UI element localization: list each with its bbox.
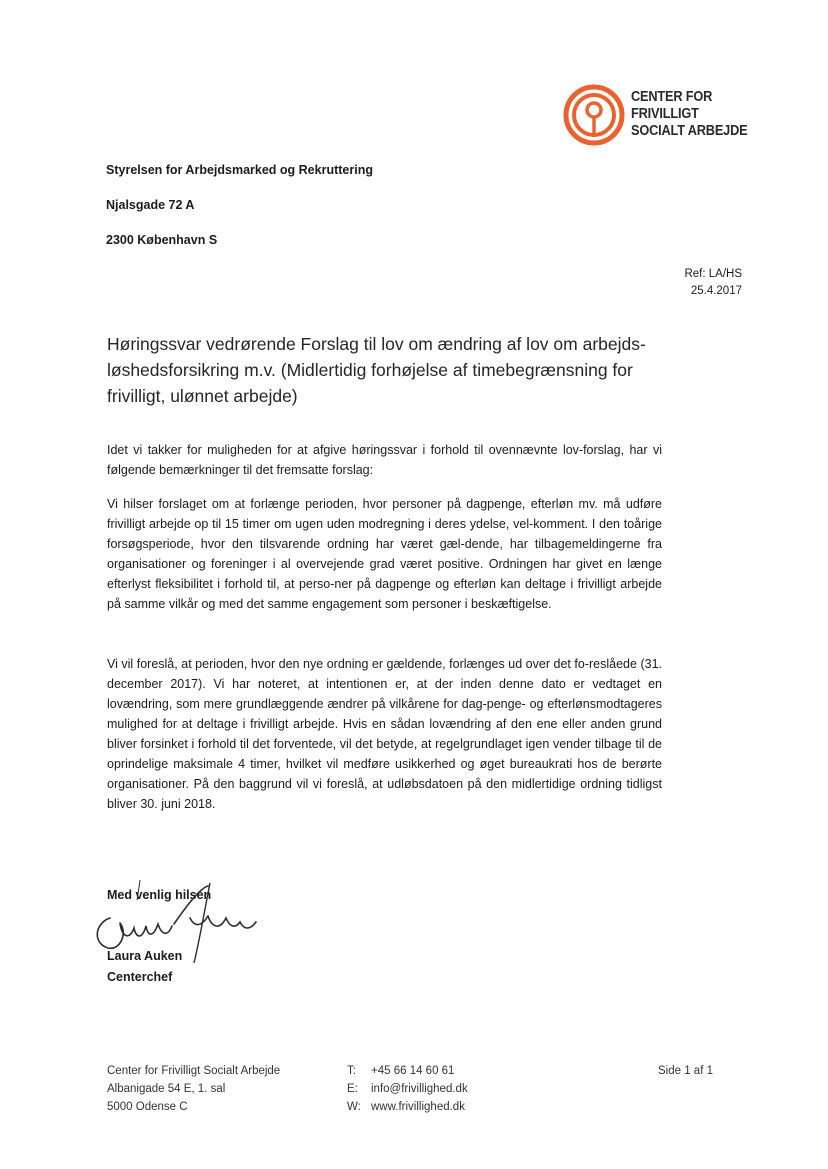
- logo-wordmark: [631, 89, 747, 140]
- body-paragraph-2: Vi hilser forslaget om at forlænge perioden, hvor personer på dagpenge, efterløn mv. må udføre frivilligt arbejde op til 15 timer om ugen uden modregning i deres ydelse, vel-komment. I den toårige forsøgsperiode, hvor den tilsvarende ordning har været gæl-dende, har tilbagemeldingerne fra organisationer og foreninger i al overvejende grad været positive. Ordningen har givet en længe efterlyst fleksibilitet i forhold til, at perso-ner på dagpenge og efterløn kan deltage i frivilligt arbejde på samme vilkår og med det samme engagement som personer i beskæftigelse.: [107, 497, 662, 611]
- footer-city: 5000 Odense C: [107, 1101, 188, 1113]
- recipient-name: Styrelsen for Arbejdsmarked og Rekruttering: [106, 163, 373, 177]
- body-paragraph-3: Vi vil foreslå, at perioden, hvor den nye ordning er gældende, forlænges ud over det fo-reslåede (31. december 2017). Vi har noteret, at intentionen er, at der inden denne dato er vedtaget en lovændring, som mere grundlæggende ændrer på vilkårene for dag-penge- og efterlønsmodtageres mulighed for at deltage i frivilligt arbejde. Hvis en sådan lovændring af den ene eller anden grund bliver forsinket i forhold til det forventede, vil det betyde, at regelgrundlaget igen vender tilbage til de oprindelige maksimale 4 timer, hvilket vil medføre usikkerhed og øget bureaukrati hos de berørte organisationer. På den baggrund vil vi foreslå, at udløbsdatoen på den midlertidige ordning tidligst bliver 30. juni 2018.: [107, 657, 662, 811]
- reference-block: [684, 266, 742, 300]
- phone-label: T:: [347, 1065, 356, 1077]
- letter-date: 25.4.2017: [690, 285, 742, 297]
- logo-line-3: SOCIALT ARBEJDE: [631, 123, 748, 139]
- page-number: Side 1 af 1: [658, 1065, 713, 1077]
- recipient-city: 2300 København S: [106, 233, 218, 247]
- signatory-name: Laura Auken: [107, 949, 183, 963]
- footer-phone[interactable]: +45 66 14 60 61: [371, 1065, 455, 1077]
- letter-subject: Høringssvar vedrørende Forslag til lov om ændring af lov om arbejds-løshedsforsikring m.v. (Midlertidig forhøjelse af timebegrænsning for frivilligt, ulønnet arbejde): [107, 334, 646, 406]
- footer-address: [107, 1062, 280, 1116]
- logo-line-2: FRIVILLIGT: [631, 106, 699, 122]
- footer-email[interactable]: info@frivillighed.dk: [371, 1083, 468, 1095]
- logo-target-icon: [563, 84, 625, 146]
- reference-code: Ref: LA/HS: [684, 268, 742, 280]
- organization-logo: [563, 84, 753, 146]
- footer-website[interactable]: www.frivillighed.dk: [371, 1101, 465, 1113]
- footer-org-name: Center for Frivilligt Socialt Arbejde: [107, 1065, 281, 1077]
- footer-contact: [347, 1062, 468, 1116]
- recipient-street: Njalsgade 72 A: [106, 198, 195, 212]
- email-label: E:: [347, 1083, 358, 1095]
- web-label: W:: [347, 1101, 361, 1113]
- signatory-title: Centerchef: [107, 970, 173, 984]
- footer-street: Albanigade 54 E, 1. sal: [107, 1083, 226, 1095]
- body-paragraph-1: Idet vi takker for muligheden for at afgive høringssvar i forhold til ovennævnte lov-forslag, har vi følgende bemærkninger til det fremsatte forslag:: [107, 443, 662, 477]
- logo-line-1: CENTER FOR: [631, 89, 713, 105]
- closing-greeting: Med venlig hilsen: [107, 888, 212, 902]
